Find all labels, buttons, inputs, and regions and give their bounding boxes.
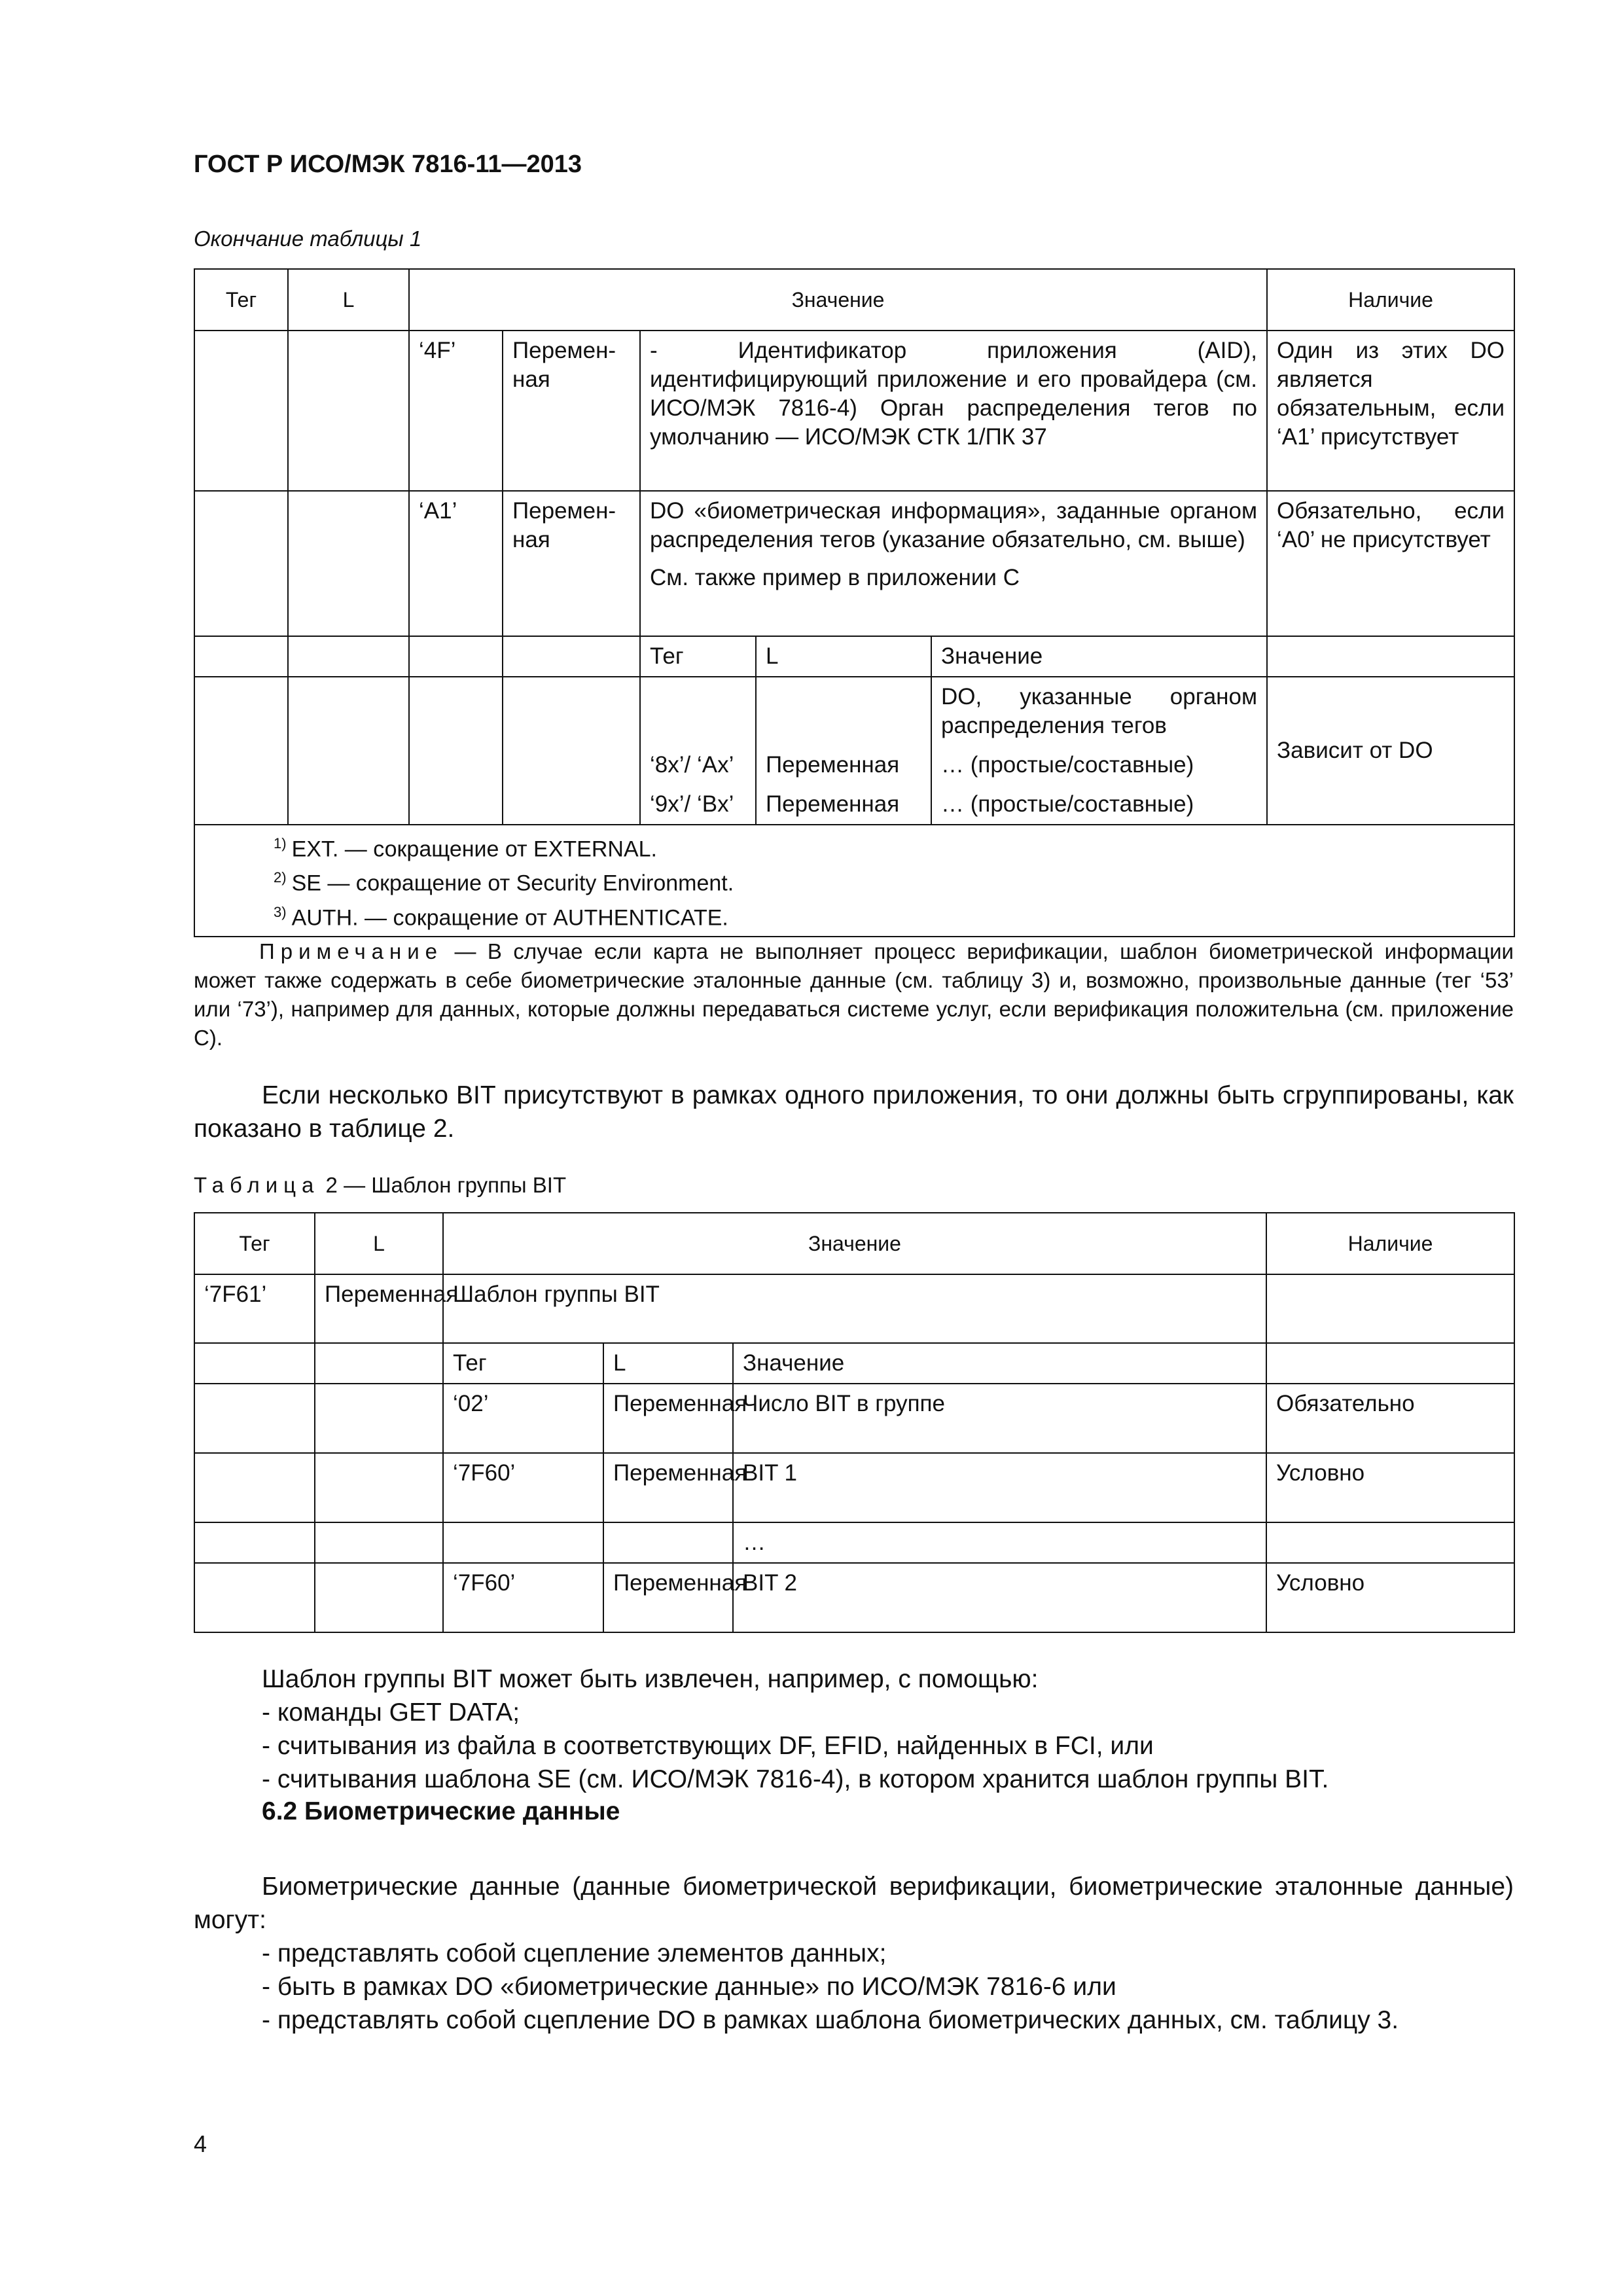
table2-caption: Таблица 2 — Шаблон группы BIT	[194, 1173, 567, 1197]
cell-value: - Идентификатор приложения (AID), идентифицирующий приложение и его провайдера (см. ИСО/МЭК 7816-4) Орган распределения тегов по умолчанию — ИСО/МЭК СТК 1/ПК 37	[640, 331, 1267, 491]
table1-header-l: L	[288, 269, 409, 331]
cell-value: … (простые/составные)	[931, 745, 1267, 785]
remark-label: Примечание	[259, 939, 444, 963]
cell-value: …	[733, 1522, 1266, 1563]
cell-length: Переменная	[756, 745, 931, 785]
nested-header-row	[194, 1343, 1514, 1384]
paragraph-bit-grouping: Если несколько BIT присутствуют в рамках одного приложения, то они должны быть сгруппированы, как показано в таблице 2.	[194, 1081, 1514, 1143]
nested-header-tag: Тег	[443, 1343, 603, 1384]
table2	[194, 1212, 1515, 1633]
list-item: - команды GET DATA;	[262, 1698, 520, 1727]
table-row	[194, 1453, 1514, 1522]
cell-value: … (простые/составные)	[931, 785, 1267, 825]
cell-value: BIT 1	[733, 1453, 1266, 1522]
list-item: - представлять собой сцепление DO в рамках шаблона биометрических данных, см. таблицу 3.	[262, 2006, 1399, 2034]
table2-header-value: Значение	[443, 1213, 1266, 1274]
nested-header-tag: Тег	[640, 636, 756, 677]
nested-header-l: L	[756, 636, 931, 677]
table2-header-presence: Наличие	[1266, 1213, 1514, 1274]
list-item: - быть в рамках DO «биометрические данные» по ИСО/МЭК 7816-6 или	[262, 1973, 1116, 2001]
nested-header-value: Значение	[931, 636, 1267, 677]
list-item: - представлять собой сцепление элементов данных;	[262, 1939, 887, 1967]
table1	[194, 268, 1515, 937]
table2-header-l: L	[315, 1213, 443, 1274]
cell-length: Перемен-ная	[503, 331, 640, 491]
table-row	[194, 1522, 1514, 1563]
table-row	[194, 1274, 1514, 1343]
table1-header-presence: Наличие	[1267, 269, 1514, 331]
nested-header-row	[194, 636, 1514, 677]
cell-presence	[1266, 1522, 1514, 1563]
cell-length: Переменная	[756, 785, 931, 825]
cell-tag	[443, 1522, 603, 1563]
extraction-list	[262, 1696, 1518, 1796]
table-row	[194, 1384, 1514, 1453]
cell-tag: ‘8x’/ ‘Ax’	[640, 745, 756, 785]
cell-presence: Условно	[1266, 1453, 1514, 1522]
footnote: $^{3)}$ AUTH. — сокращение от AUTHENTICATE.	[274, 903, 728, 930]
cell-presence: Зависит от DO	[1267, 677, 1514, 825]
table-row	[194, 491, 1514, 636]
list-item: - считывания из файла в соответствующих DF, EFID, найденных в FCI, или	[262, 1732, 1154, 1760]
table1-header-value: Значение	[409, 269, 1267, 331]
cell-length	[603, 1522, 733, 1563]
cell-presence: Условно	[1266, 1563, 1514, 1632]
cell-value: Шаблон группы BIT	[443, 1274, 1266, 1343]
page-number: 4	[194, 2130, 207, 2157]
cell-length: Переменная	[603, 1563, 733, 1632]
table2-header-tag: Тег	[194, 1213, 315, 1274]
footnote: $^{1)}$ EXT. — сокращение от EXTERNAL.	[274, 835, 657, 862]
nested-header-l: L	[603, 1343, 733, 1384]
cell-length: Переменная	[603, 1453, 733, 1522]
cell-tag: ‘4F’	[409, 331, 503, 491]
document-header: ГОСТ Р ИСО/МЭК 7816-11—2013	[194, 151, 582, 178]
cell-tag: ‘9x’/ ‘Bx’	[640, 785, 756, 825]
cell-tag: ‘02’	[443, 1384, 603, 1453]
footnote: $^{2)}$ SE — сокращение от Security Environment.	[274, 869, 734, 896]
table1-header-tag: Тег	[194, 269, 288, 331]
remark-text: — В случае если карта не выполняет процесс верификации, шаблон биометрической информации может также содержать в себе биометрические эталонные данные (см. таблицу 3) и, возможно, произвольные данные (тег ‘53’ или ‘73’), например для данных, которые должны передаваться системе услуг, если верификация положительна (см. приложение С).	[194, 939, 1514, 1050]
cell-presence: Один из этих DO является обязательным, если ‘A1’ присутствует	[1267, 331, 1514, 491]
cell-presence: Обязательно	[1266, 1384, 1514, 1453]
table-row	[194, 1563, 1514, 1632]
cell-length: Перемен-ная	[503, 491, 640, 636]
table-row	[194, 677, 1514, 745]
cell-value: BIT 2	[733, 1563, 1266, 1632]
cell-tag: ‘7F61’	[194, 1274, 315, 1343]
cell-tag: ‘7F60’	[443, 1563, 603, 1632]
biometric-data-list	[262, 1937, 1518, 2037]
cell-value	[640, 491, 1267, 636]
list-item: - считывания шаблона SE (см. ИСО/МЭК 7816-4), в котором хранится шаблон группы BIT.	[262, 1765, 1329, 1793]
table1-caption: Окончание таблицы 1	[194, 226, 422, 251]
cell-length: Переменная	[315, 1274, 443, 1343]
cell-tag: ‘A1’	[409, 491, 503, 636]
paragraph-bit-extraction: Шаблон группы BIT может быть извлечен, например, с помощью:	[262, 1665, 1039, 1693]
cell-presence: Обязательно, если ‘A0’ не присутствует	[1267, 491, 1514, 636]
paragraph-biometric-data: Биометрические данные (данные биометрической верификации, биометрические эталонные данные) могут:	[194, 1873, 1514, 1934]
section-heading: 6.2 Биометрические данные	[262, 1797, 620, 1825]
table-row	[194, 331, 1514, 491]
remark-note	[194, 937, 1514, 1052]
value-text: DO «биометрическая информация», заданные органом распределения тегов (указание обязательно, см. выше)	[650, 498, 1258, 552]
nested-header-value: Значение	[733, 1343, 1266, 1384]
nested-desc: DO, указанные органом распределения тегов	[931, 677, 1267, 745]
footnotes-row	[194, 825, 1514, 937]
footnotes	[194, 825, 1514, 937]
cell-tag: ‘7F60’	[443, 1453, 603, 1522]
value-see-also: См. также пример в приложении С	[650, 565, 1020, 590]
cell-value: Число BIT в группе	[733, 1384, 1266, 1453]
cell-length: Переменная	[603, 1384, 733, 1453]
